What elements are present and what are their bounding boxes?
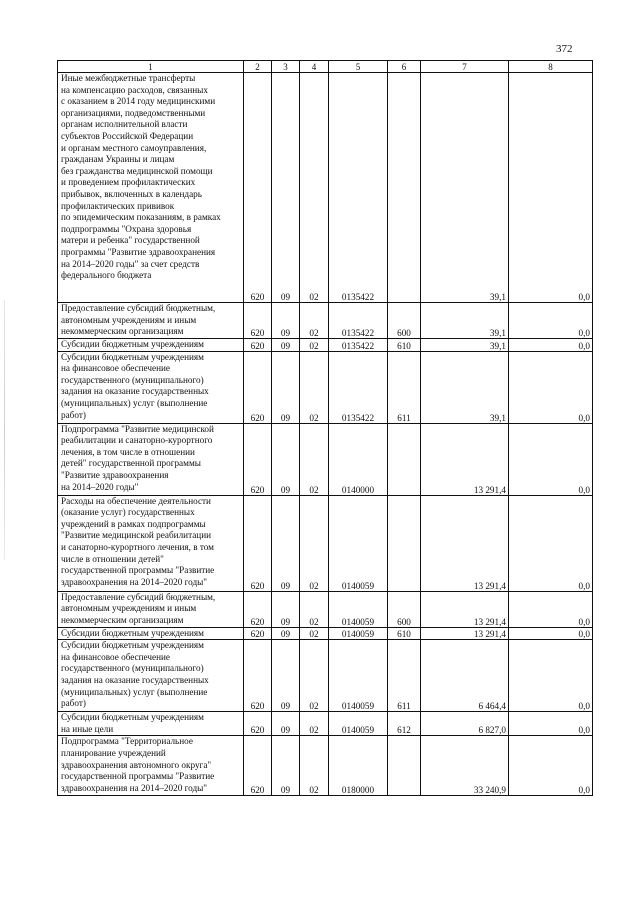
column-header: 6 <box>388 61 421 73</box>
cell-expense-type: 610 <box>388 339 421 352</box>
cell-amount: 39,1 <box>421 351 509 423</box>
table-row <box>58 736 593 796</box>
cell-expense-type <box>388 73 421 303</box>
cell-section: 09 <box>272 423 300 495</box>
cell-code: 620 <box>244 591 272 627</box>
row-description: Субсидии бюджетным учреждениям на иные цели <box>61 712 204 734</box>
cell-target-article: 0135422 <box>329 351 388 423</box>
cell-code: 620 <box>244 736 272 796</box>
cell-code: 620 <box>244 495 272 591</box>
table-row <box>58 339 593 352</box>
table-row <box>58 640 593 712</box>
cell-code: 620 <box>244 627 272 640</box>
cell-target-article: 0180000 <box>329 736 388 796</box>
table-row <box>58 73 593 303</box>
cell-section: 09 <box>272 495 300 591</box>
cell-subsection: 02 <box>300 351 329 423</box>
table-row <box>58 591 593 627</box>
cell-target-article: 0135422 <box>329 303 388 339</box>
cell-section: 09 <box>272 303 300 339</box>
cell-amount: 33 240,9 <box>421 736 509 796</box>
row-description: Субсидии бюджетным учреждениям <box>61 339 204 349</box>
column-header: 2 <box>244 61 272 73</box>
scan-edge-mark <box>4 300 5 560</box>
cell-amount-2: 0,0 <box>509 627 593 640</box>
cell-code: 620 <box>244 339 272 352</box>
cell-target-article: 0140059 <box>329 495 388 591</box>
cell-amount: 6 464,4 <box>421 640 509 712</box>
cell-subsection: 02 <box>300 640 329 712</box>
cell-code: 620 <box>244 303 272 339</box>
table-row <box>58 495 593 591</box>
cell-target-article: 0140059 <box>329 640 388 712</box>
cell-section: 09 <box>272 736 300 796</box>
cell-subsection: 02 <box>300 627 329 640</box>
cell-subsection: 02 <box>300 736 329 796</box>
cell-amount-2: 0,0 <box>509 73 593 303</box>
cell-section: 09 <box>272 640 300 712</box>
column-header: 8 <box>509 61 593 73</box>
cell-expense-type: 612 <box>388 712 421 736</box>
row-description: Субсидии бюджетным учреждениям на финансовое обеспечение государственного (муниципального) задания на оказание государственных (муниципальных) услуг (выполнение работ) <box>61 351 209 420</box>
column-header: 4 <box>300 61 329 73</box>
row-description: Предоставление субсидий бюджетным, автономным учреждениям и иным некоммерческим организациям <box>61 591 216 625</box>
cell-target-article: 0140059 <box>329 591 388 627</box>
cell-subsection: 02 <box>300 712 329 736</box>
cell-code: 620 <box>244 712 272 736</box>
cell-section: 09 <box>272 339 300 352</box>
cell-target-article: 0140059 <box>329 627 388 640</box>
cell-subsection: 02 <box>300 495 329 591</box>
cell-amount: 39,1 <box>421 303 509 339</box>
table-row <box>58 303 593 339</box>
cell-subsection: 02 <box>300 303 329 339</box>
cell-target-article: 0140059 <box>329 712 388 736</box>
table-row <box>58 351 593 423</box>
cell-amount-2: 0,0 <box>509 303 593 339</box>
table-row <box>58 627 593 640</box>
cell-amount-2: 0,0 <box>509 495 593 591</box>
row-description: Предоставление субсидий бюджетным, автономным учреждениям и иным некоммерческим организациям <box>61 303 216 337</box>
row-description: Субсидии бюджетным учреждениям <box>61 627 204 638</box>
cell-amount-2: 0,0 <box>509 640 593 712</box>
budget-table <box>57 60 593 796</box>
table-row <box>58 712 593 736</box>
cell-subsection: 02 <box>300 339 329 352</box>
cell-expense-type: 600 <box>388 303 421 339</box>
column-header: 1 <box>58 61 244 73</box>
cell-subsection: 02 <box>300 591 329 627</box>
column-header: 7 <box>421 61 509 73</box>
cell-target-article: 0135422 <box>329 73 388 303</box>
cell-subsection: 02 <box>300 423 329 495</box>
cell-expense-type: 610 <box>388 627 421 640</box>
row-description: Подпрограмма "Развитие медицинской реабилитации и санаторно-курортного лечения, в том числе в отношении детей" государственной программы "Развитие здравоохранения на 2014–2020 годы" <box>61 423 214 492</box>
cell-section: 09 <box>272 351 300 423</box>
cell-code: 620 <box>244 640 272 712</box>
cell-expense-type <box>388 423 421 495</box>
cell-amount-2: 0,0 <box>509 351 593 423</box>
cell-amount-2: 0,0 <box>509 423 593 495</box>
page-number: 372 <box>556 43 573 55</box>
cell-amount-2: 0,0 <box>509 712 593 736</box>
cell-expense-type: 611 <box>388 351 421 423</box>
row-description: Субсидии бюджетным учреждениям на финансовое обеспечение государственного (муниципального) задания на оказание государственных (муниципальных) услуг (выполнение работ) <box>61 640 209 709</box>
cell-section: 09 <box>272 627 300 640</box>
table-row <box>58 423 593 495</box>
row-description: Иные межбюджетные трансферты на компенсацию расходов, связанных с оказанием в 2014 году медицинскими организациями, подведомственными органам исполнительной власти субъектов Российской Федерации и органам местного самоуправления, гражданам Украины и лицам без гражданства медицинской помощи и проведением профилактических прибывок, включенных в календарь профилактических прививок по эпидемическим показаниям, в рамках подпрограммы "Охрана здоровья матери и ребенка" государственной программы "Развитие здравоохранения на 2014–2020 годы" за счет средств федерального бюджета <box>61 73 221 281</box>
cell-amount: 13 291,4 <box>421 591 509 627</box>
row-description: Подпрограмма "Территориальное планирование учреждений здравоохранения автономного округа" государственной программы "Развитие здравоохранения на 2014–2020 годы" <box>61 736 215 793</box>
cell-amount: 13 291,4 <box>421 627 509 640</box>
cell-amount-2: 0,0 <box>509 736 593 796</box>
cell-amount: 13 291,4 <box>421 495 509 591</box>
cell-subsection: 02 <box>300 73 329 303</box>
cell-section: 09 <box>272 591 300 627</box>
cell-amount: 39,1 <box>421 339 509 352</box>
cell-expense-type <box>388 736 421 796</box>
cell-section: 09 <box>272 712 300 736</box>
cell-code: 620 <box>244 73 272 303</box>
column-header: 3 <box>272 61 300 73</box>
cell-amount: 6 827,0 <box>421 712 509 736</box>
cell-code: 620 <box>244 423 272 495</box>
column-header: 5 <box>329 61 388 73</box>
cell-amount: 13 291,4 <box>421 423 509 495</box>
cell-amount-2: 0,0 <box>509 591 593 627</box>
cell-target-article: 0140000 <box>329 423 388 495</box>
row-description: Расходы на обеспечение деятельности (оказание услуг) государственных учреждений в рамках подпрограммы "Развитие медицинской реабилитации и санаторно-курортного лечения, в том числе в отношении детей" государственной программы "Развитие здравоохранения на 2014–2020 годы" <box>61 495 215 587</box>
cell-amount-2: 0,0 <box>509 339 593 352</box>
cell-amount: 39,1 <box>421 73 509 303</box>
cell-section: 09 <box>272 73 300 303</box>
cell-target-article: 0135422 <box>329 339 388 352</box>
cell-expense-type <box>388 495 421 591</box>
cell-expense-type: 611 <box>388 640 421 712</box>
cell-expense-type: 600 <box>388 591 421 627</box>
cell-code: 620 <box>244 351 272 423</box>
table-header-row <box>58 61 593 73</box>
